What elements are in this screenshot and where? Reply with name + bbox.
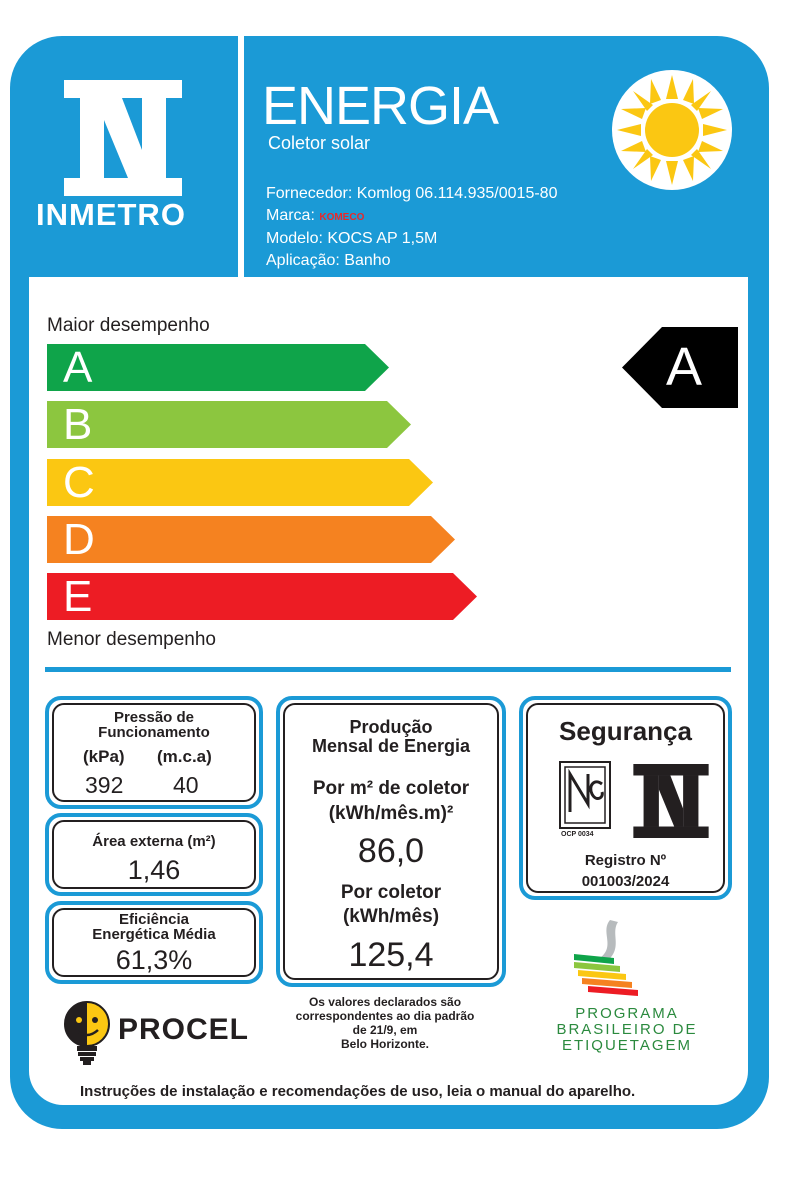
pressure-unit-mca: (m.c.a)	[157, 747, 212, 766]
scale-letter: C	[63, 458, 95, 507]
efficiency-title-line2: Energética Média	[92, 926, 216, 943]
scale-letter: B	[63, 400, 93, 449]
label-title: ENERGIA	[262, 76, 499, 136]
application-line: Aplicação: Banho	[266, 252, 391, 269]
safety-box	[519, 696, 732, 900]
pressure-title-line1: Pressão de	[113, 709, 195, 726]
header-divider	[238, 36, 244, 277]
inmetro-wordmark: INMETRO	[36, 197, 186, 232]
scale-letter: D	[63, 515, 95, 564]
inmetro-mark-icon	[633, 764, 709, 838]
procel-wordmark: PROCEL	[118, 1013, 250, 1046]
per-collector-value: 125,4	[348, 936, 434, 974]
efficiency-title-line1: Eficiência	[118, 911, 190, 928]
area-title: Área externa (m²)	[92, 833, 216, 850]
scale-letter: A	[63, 343, 93, 392]
pressure-box	[45, 696, 263, 809]
scale-bar-e	[47, 573, 477, 620]
supplier-line: Fornecedor: Komlog 06.114.935/0015-80	[266, 185, 558, 202]
brand-logo-text: KOMECO	[319, 212, 365, 223]
per-m2-label-line1: Por m² de coletor	[312, 778, 470, 799]
scale-bar-b	[47, 401, 411, 448]
ncc-seal-icon	[558, 760, 612, 830]
scale-bar-a	[47, 344, 389, 391]
pressure-unit-kpa: (kPa)	[83, 747, 125, 766]
procel-bulb-icon	[62, 1000, 112, 1066]
per-collector-label-line2: (kWh/mês)	[342, 906, 440, 927]
production-box	[276, 696, 506, 987]
pbe-logo-icon	[570, 918, 640, 998]
safety-title: Segurança	[559, 716, 692, 746]
brand-line	[266, 206, 364, 228]
ocp-label: OCP 0034	[561, 831, 594, 838]
pbe-wordmark	[552, 1006, 702, 1054]
footnote-line2: correspondentes ao dia padrão	[295, 1009, 475, 1023]
pbe-line1: PROGRAMA	[575, 1005, 679, 1022]
efficiency-box	[45, 901, 263, 984]
scale-top-caption: Maior desempenho	[47, 315, 210, 336]
scale-divider	[45, 667, 731, 672]
registry-label: Registro Nº	[584, 852, 667, 869]
footer-instructions: Instruções de instalação e recomendações de uso, leia o manual do aparelho.	[80, 1083, 636, 1100]
scale-bar-d	[47, 516, 455, 563]
inmetro-logo-icon	[64, 80, 182, 196]
area-value: 1,46	[127, 855, 181, 885]
label-subtitle: Coletor solar	[268, 133, 371, 153]
scale-letter: E	[63, 572, 93, 621]
per-collector-label-line1: Por coletor	[340, 882, 442, 903]
brand-label: Marca:	[266, 207, 320, 224]
per-m2-value: 86,0	[357, 832, 425, 870]
footnote-line4: Belo Horizonte.	[340, 1037, 429, 1051]
footnote-line1: Os valores declarados são	[308, 995, 462, 1009]
footnote	[280, 995, 490, 1051]
pressure-value-mca: 40	[173, 772, 199, 798]
pbe-line3: ETIQUETAGEM	[561, 1037, 693, 1054]
pbe-line2: BRASILEIRO DE	[556, 1021, 698, 1038]
efficiency-value: 61,3%	[115, 945, 193, 975]
production-title-line1: Produção	[349, 717, 433, 737]
per-m2-label-line2: (kWh/mês.m)²	[328, 803, 454, 824]
scale-bar-c	[47, 459, 433, 506]
pressure-value-kpa: 392	[85, 772, 124, 798]
registry-value: 001003/2024	[581, 873, 670, 890]
rating-letter: A	[666, 337, 703, 397]
scale-bottom-caption: Menor desempenho	[47, 629, 216, 650]
model-line: Modelo: KOCS AP 1,5M	[266, 230, 438, 247]
sun-icon	[611, 69, 733, 191]
footnote-line3: de 21/9, em	[352, 1023, 418, 1037]
pressure-title-line2: Funcionamento	[98, 724, 210, 741]
area-box	[45, 813, 263, 896]
production-title-line2: Mensal de Energia	[311, 736, 471, 756]
